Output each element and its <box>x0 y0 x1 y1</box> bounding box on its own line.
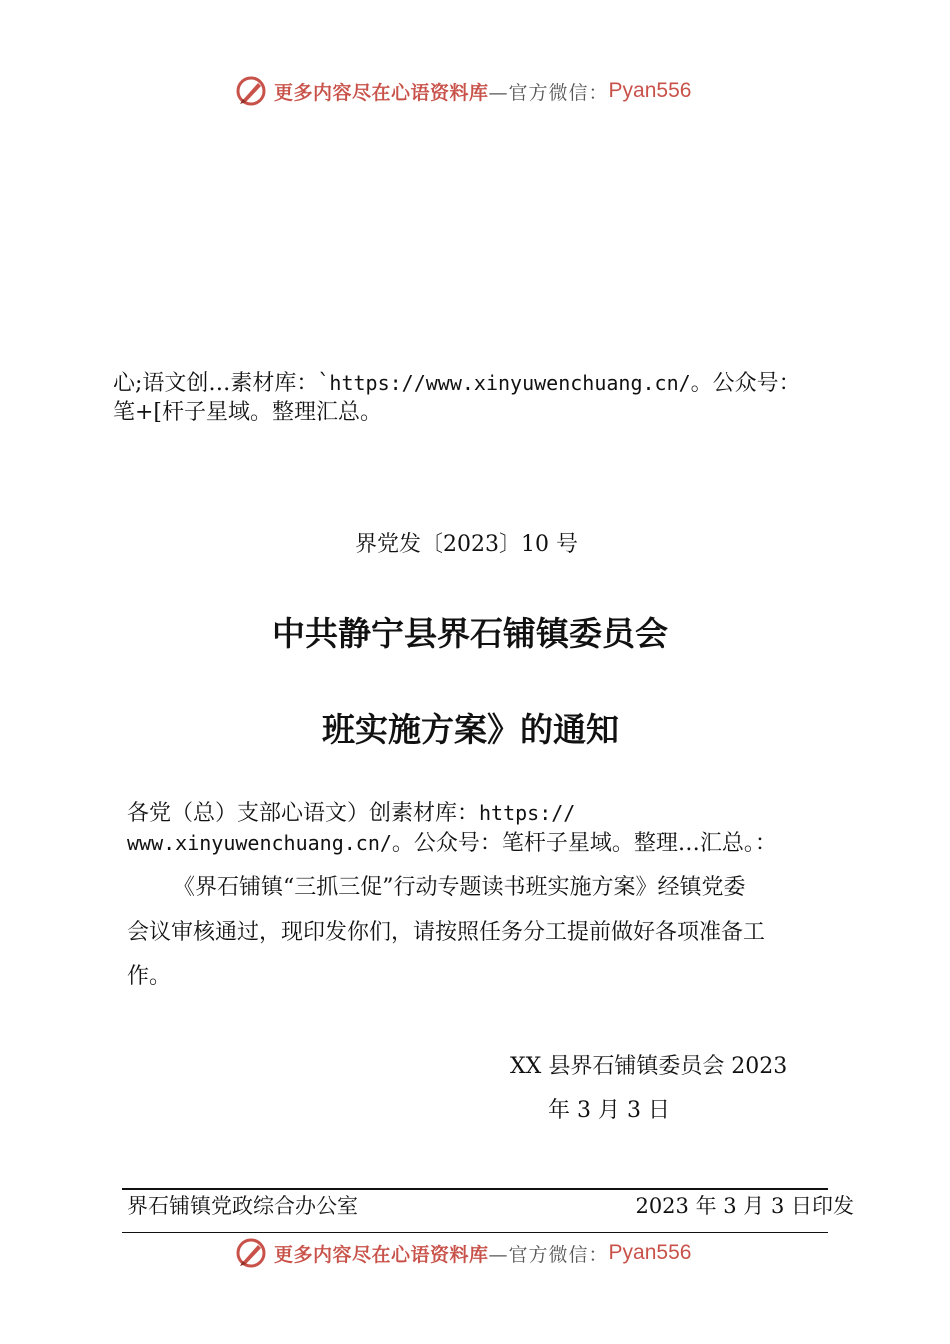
source-note-line2: 笔+[杆子星域。整理汇总。 <box>113 400 383 425</box>
body-line2: 会议审核通过，现印发你们，请按照任务分工提前做好各项准备工 <box>127 920 766 945</box>
recipients-line1 <box>127 798 575 829</box>
source-note-text-a: 心;语文创…素材库：` <box>113 371 330 396</box>
source-note-line1 <box>113 368 801 399</box>
recipients-line2 <box>127 828 777 859</box>
page-title-line2: 班实施方案》的通知 <box>322 710 619 749</box>
watermark-red-text: 更多内容尽在心语资料库 <box>274 1243 489 1266</box>
watermark-grey-text: —官方微信： <box>488 81 609 104</box>
footer-bottom-rule <box>122 1232 828 1233</box>
footer-top-rule <box>122 1188 828 1190</box>
recipients-text-a: 各党（总）支部心语文）创素材库： <box>127 801 480 826</box>
wechat-id: Pyan556 <box>608 1241 692 1264</box>
recipients-url-part1: https:// <box>479 801 576 825</box>
quill-pen-circle-icon <box>234 74 268 108</box>
quill-pen-circle-icon <box>234 1236 268 1270</box>
doc-number: 界党发〔2023〕10 号 <box>355 532 578 557</box>
source-note-text-b: 。公众号： <box>690 371 801 396</box>
body-line3: 作。 <box>127 964 172 989</box>
body-line1: 《界石铺镇“三抓三促”行动专题读书班实施方案》经镇党委 <box>173 875 746 900</box>
top-watermark-banner <box>234 74 691 108</box>
signature-line1: XX 县界石铺镇委员会 2023 <box>510 1054 788 1079</box>
bottom-watermark-banner <box>234 1236 691 1270</box>
recipients-text-b: 。公众号：笔杆子星域。整理…汇总。： <box>391 831 777 856</box>
page-title-line1: 中共静宁县界石铺镇委员会 <box>272 614 668 653</box>
watermark-grey-text: —官方微信： <box>488 1243 609 1266</box>
footer-office: 界石铺镇党政综合办公室 <box>127 1194 358 1218</box>
signature-line2: 年 3 月 3 日 <box>548 1098 670 1123</box>
wechat-id: Pyan556 <box>608 79 692 102</box>
watermark-red-text: 更多内容尽在心语资料库 <box>274 81 489 104</box>
source-note-url: https://www.xinyuwenchuang.cn/ <box>329 371 691 395</box>
footer-issue-date: 2023 年 3 月 3 日印发 <box>635 1194 854 1218</box>
recipients-url-part2: www.xinyuwenchuang.cn/ <box>127 831 392 855</box>
